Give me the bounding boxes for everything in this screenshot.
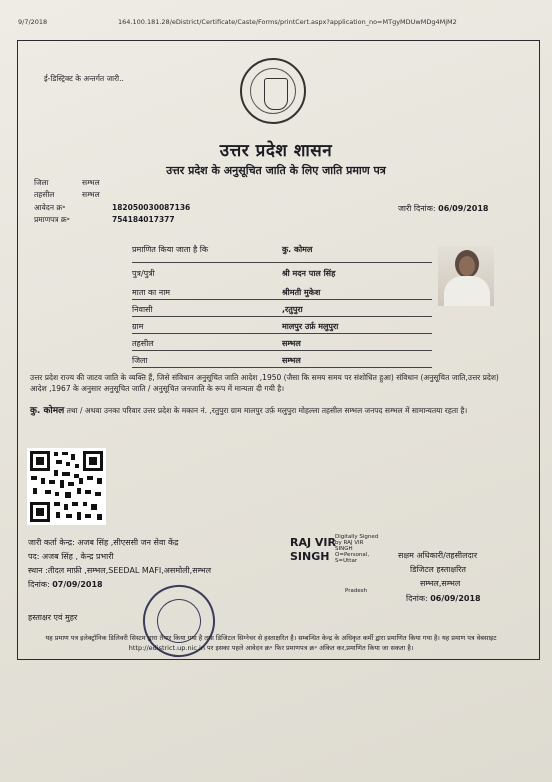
- detail-value: कु. कोमल: [282, 245, 313, 254]
- digital-signature-line: S=Uttar: [335, 558, 358, 564]
- certificate-title: उत्तर प्रदेश के अनुसूचित जाति के लिए जाति प्रमाण पत्र: [166, 164, 386, 177]
- edistrict-note: ई-डिस्ट्रिक्ट के अन्तर्गत जारी..: [44, 74, 124, 83]
- up-emblem-icon: [240, 58, 306, 124]
- qr-code: [27, 448, 106, 525]
- detail-divider: [132, 350, 432, 351]
- issuer-date-label: दिनांक:: [28, 580, 50, 589]
- issuer-post: पद: अजब सिंह , केन्द्र प्रभारी: [28, 552, 114, 561]
- government-title: उत्तर प्रदेश शासन: [219, 141, 333, 161]
- certificate-number: 754184017377: [112, 215, 175, 224]
- signer-name-first: RAJ VIR: [290, 536, 336, 549]
- authority-digital: डिजिटल हस्ताक्षरित: [410, 565, 466, 574]
- detail-value: श्रीमती मुकेश: [282, 288, 321, 297]
- district-label: जिला: [34, 178, 49, 187]
- digital-signature-details: [335, 534, 378, 564]
- application-meta: [34, 203, 190, 213]
- digital-signature-line: by RAJ VIR: [335, 540, 364, 546]
- detail-divider: [132, 333, 432, 334]
- detail-label: तहसील: [132, 339, 154, 348]
- verification-disclaimer: यह प्रमाण पत्र इलेक्ट्रॉनिक डिलिवरी सिस्टम द्वारा तैयार किया गया है तथा डिजिटल सिग्नेचर से हस्ताक्षरित है। सम्बन्धित केन्द्र के अधिकृत कर्मी द्वारा प्रमाणित किया गया है। यह प्रमाण पत्र वेबसाइट http://edistrict.up.nic.in पर इसका पहले आवेदन क्र॰ फिर प्रमाणपत्र क्र॰ अंकित कर,प्रमाणित किया जा सकता है।: [45, 634, 497, 652]
- digital-signature-line: O=Personal,: [335, 552, 370, 558]
- authority-date: [406, 593, 481, 604]
- detail-divider: [132, 316, 432, 317]
- residence-statement: [30, 405, 512, 417]
- digital-signature-line: Digitally Signed: [335, 534, 379, 540]
- detail-label: निवासी: [132, 305, 153, 314]
- detail-value: ,रतुपुरा: [282, 305, 303, 314]
- authority-date-label: दिनांक:: [406, 594, 428, 603]
- detail-divider: [132, 262, 432, 263]
- signer-name-last: SINGH: [290, 550, 330, 563]
- detail-value: सम्भल: [282, 339, 301, 348]
- authority-place: सम्भल,सम्भल: [420, 579, 461, 588]
- detail-value: मालपुर उर्फ़ मलुपुरा: [282, 322, 339, 331]
- certificate-meta: [34, 215, 175, 225]
- district-meta: [34, 178, 100, 188]
- residence-text: तथा / अथवा उनका परिवार उत्तर प्रदेश के मकान नं. ,रतुपुरा ग्राम मालपुर उर्फ़ मलुपुरा मोहल्ला तहसील सम्भल जनपद सम्भल में सामान्यतया रहता है।: [66, 406, 468, 415]
- detail-label: माता का नाम: [132, 288, 171, 297]
- detail-label: ग्राम: [132, 322, 144, 331]
- authority-designation: सक्षम अधिकारी/तहसीलदार: [398, 551, 478, 560]
- issue-date: [398, 203, 489, 214]
- qr-code-graphic: [27, 448, 106, 525]
- issuer-place: स्थान :तीदल माफ़ी ,सम्भल,SEEDAL MAFI,असमोली,सम्भल: [28, 566, 212, 575]
- issuer-date-value: 07/09/2018: [52, 580, 103, 589]
- detail-label: जिला: [132, 356, 148, 365]
- applicant-name: कु. कोमल: [30, 406, 65, 416]
- application-number: 182050030087136: [112, 203, 191, 212]
- detail-value: सम्भल: [282, 356, 301, 365]
- tehsil-label: तहसील: [34, 190, 55, 199]
- tehsil-meta: [34, 190, 100, 200]
- print-date: 9/7/2018: [18, 18, 48, 26]
- issue-date-value: 06/09/2018: [438, 204, 489, 213]
- detail-value: श्री मदन पाल सिंह: [282, 269, 336, 278]
- issuing-center: जारी कर्ता केन्द्र: अजब सिंह ,सीएससी जन सेवा केंद्र: [28, 538, 179, 547]
- signature-label: हस्ताक्षर एवं मुहर: [28, 613, 78, 622]
- district-value: सम्भल: [82, 178, 100, 187]
- caste-statement: उत्तर प्रदेश राज्य की जाटव जाति के व्यक्ति हैं, जिसे संविधान अनुसूचित जाति आदेश ,1950 (जैसा कि समय समय पर संशोधित हुआ) संविधान (अनुसूचित जाति,उत्तर प्रदेश) आदेश ,1967 के अनुसार अनुसूचित जाति / अनुसूचित जनजाति के रूप में मान्यता दी गयी है।: [30, 373, 499, 393]
- detail-label: प्रमाणित किया जाता है कि: [132, 245, 209, 254]
- tehsil-value: सम्भल: [82, 190, 100, 199]
- issuer-date: [28, 579, 103, 590]
- digital-signature-line: SINGH: [335, 546, 353, 552]
- applicant-photo: [438, 246, 494, 306]
- application-label: आवेदन क्र॰: [34, 203, 66, 212]
- certificate-label: प्रमाणपत्र क्र॰: [34, 215, 70, 224]
- print-url: 164.100.181.28/eDistrict/Certificate/Caste/Forms/printCert.aspx?application_no=MTgyMDUwMDg4MjM2: [118, 18, 457, 26]
- digital-signature-state: Pradesh: [345, 588, 368, 594]
- authority-date-value: 06/09/2018: [430, 594, 481, 603]
- detail-divider: [132, 299, 432, 300]
- detail-divider: [132, 367, 432, 368]
- detail-label: पुत्र/पुत्री: [132, 269, 155, 278]
- issue-date-label: जारी दिनांक:: [398, 204, 436, 213]
